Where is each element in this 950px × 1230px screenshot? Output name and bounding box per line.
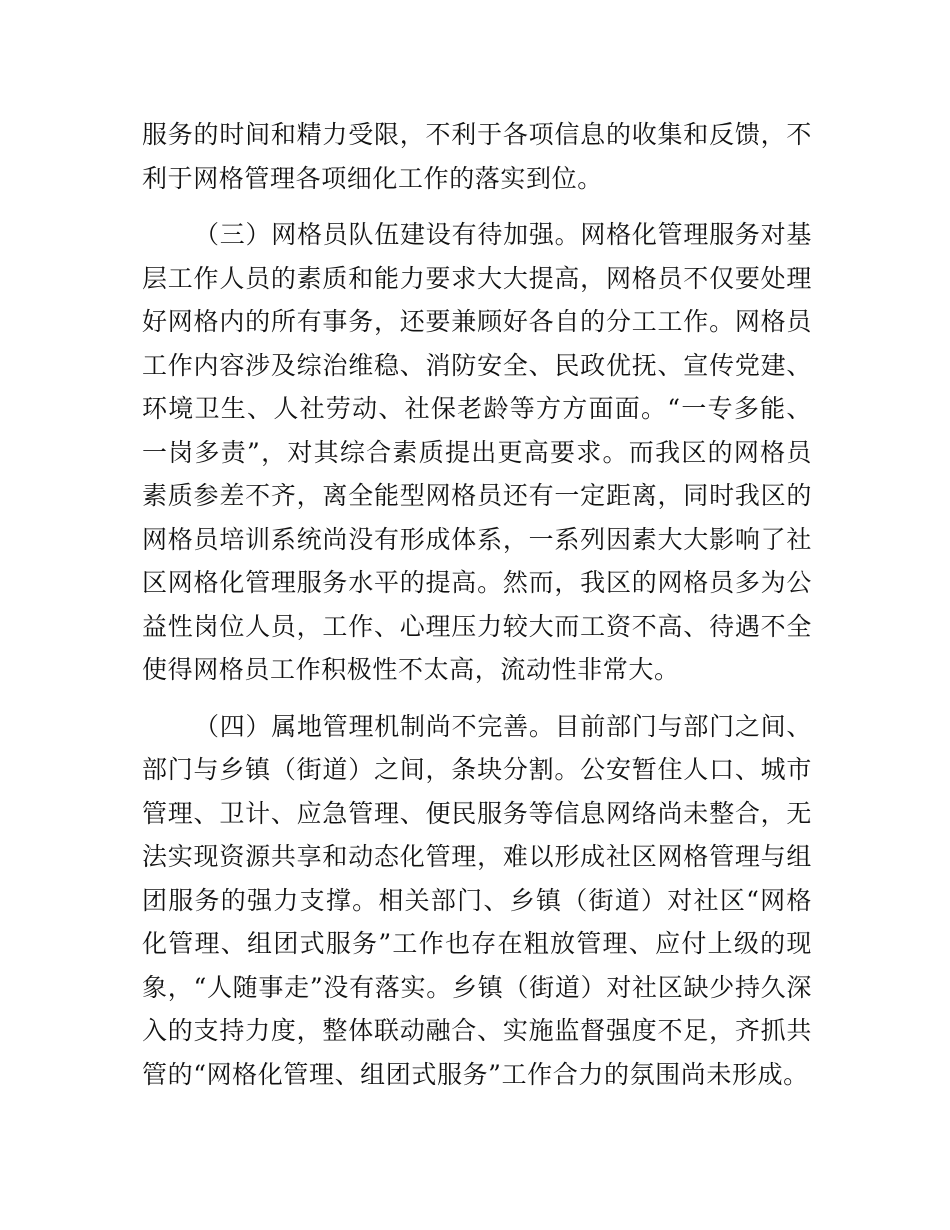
paragraph-continuation: 服务的时间和精力受限，不利于各项信息的收集和反馈，不利于网格管理各项细化工作的落实到位。 bbox=[142, 120, 812, 193]
paragraph-section-three: （三）网格员队伍建设有待加强。网格化管理服务对基层工作人员的素质和能力要求大大提高，网格员不仅要处理好网格内的所有事务，还要兼顾好各自的分工工作。网格员工作内容涉及综治维稳、消防安全、民政优抚、宣传党建、环境卫生、人社劳动、社保老龄等方方面面。“一专多能、一岗多责”，对其综合素质提出更高要求。而我区的网格员素质参差不齐，离全能型网格员还有一定距离，同时我区的网格员培训系统尚没有形成体系，一系列因素大大影响了社区网格化管理服务水平的提高。然而，我区的网格员多为公益性岗位人员，工作、心理压力较大而工资不高、待遇不全使得网格员工作积极性不太高，流动性非常大。 bbox=[142, 220, 812, 684]
document-body bbox=[142, 113, 812, 1096]
paragraph-section-four: （四）属地管理机制尚不完善。目前部门与部门之间、部门与乡镇（街道）之间，条块分割。公安暂住人口、城市管理、卫计、应急管理、便民服务等信息网络尚未整合，无法实现资源共享和动态化管理，难以形成社区网格管理与组团服务的强力支撑。相关部门、乡镇（街道）对社区“网格化管理、组团式服务”工作也存在粗放管理、应付上级的现象，“人随事走”没有落实。乡镇（街道）对社区缺少持久深入的支持力度，整体联动融合、实施监督强度不足，齐抓共管的“网格化管理、组团式服务”工作合力的氛围尚未形成。 bbox=[142, 711, 812, 1089]
